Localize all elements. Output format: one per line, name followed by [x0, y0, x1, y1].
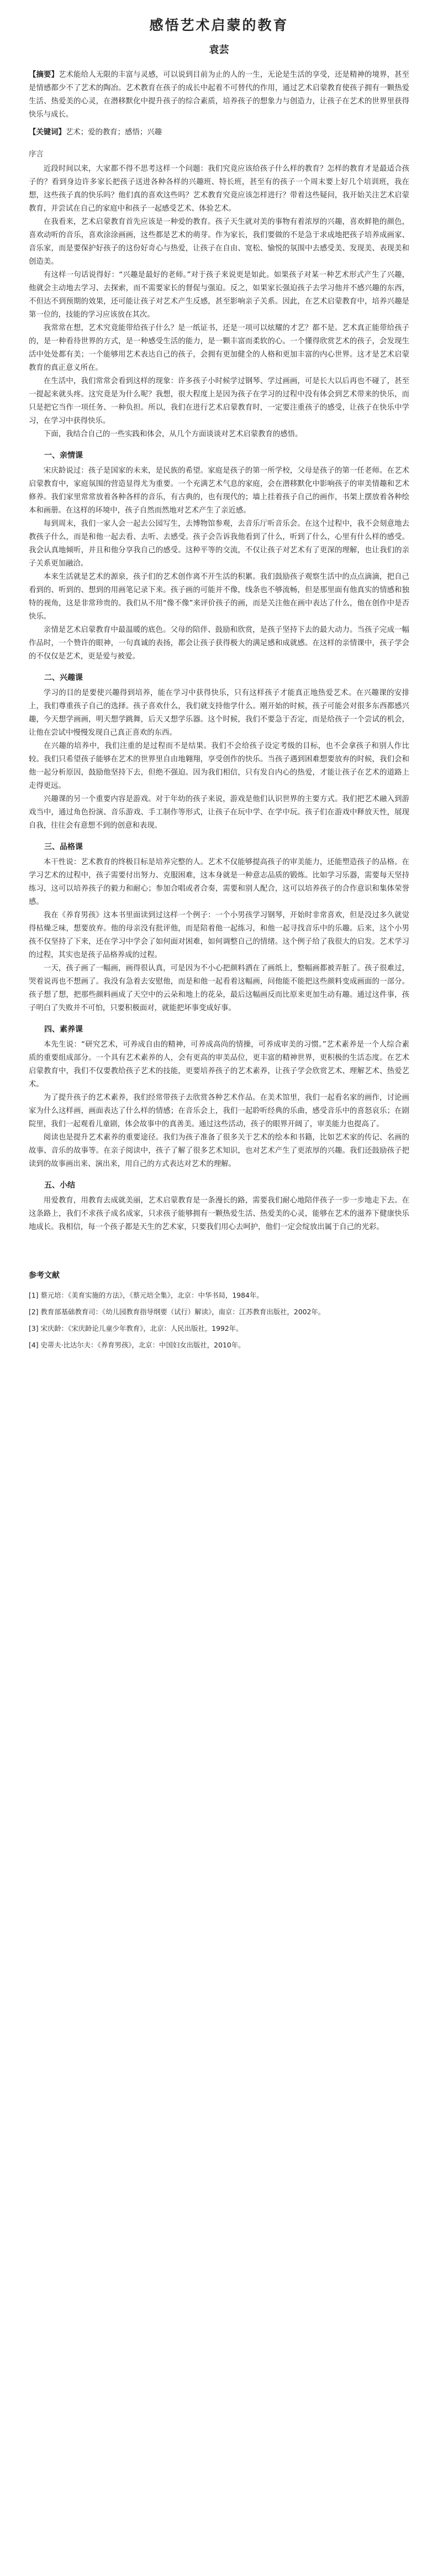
keywords	[29, 126, 409, 139]
keywords-text: 艺术；爱的教育；感悟；兴趣	[65, 128, 162, 137]
reference-item: [2] 教育部基础教育司：《幼儿园教育指导纲要（试行）解读》，南京：江苏教育出版社，2002年。	[29, 1308, 325, 1316]
section-paragraph: 学习的目的是要使兴趣得到培养，能在学习中获得快乐，只有这样孩子才能真正地热爱艺术。在兴趣课的安排上，我们尊重孩子自己的选择。孩子喜欢什么，我们就支持他学什么。刚开始的时候，孩子可能会对很多东西都感兴趣，今天想学画画，明天想学跳舞，后天又想学乐器。这个时候，我们不要急于否定，而是给孩子一个尝试的机会，让他在尝试中慢慢发现自己真正喜欢的东西。	[29, 689, 409, 737]
abstract	[29, 69, 409, 122]
section	[29, 840, 409, 1015]
section-paragraph: 一天，孩子画了一幅画，画得很认真，可是因为不小心把颜料洒在了画纸上，整幅画都被弄脏了。孩子很难过，哭着说再也不想画了。我没有急着去安慰他，而是和他一起看着这幅画，问他能不能把这些颜料变成画面的一部分。孩子想了想，把那些颜料画成了天空中的云朵和地上的花朵，最后这幅画反而比原来更加生动有趣。通过这件事，孩子明白了失败并不可怕，只要积极面对，就能把坏事变成好事。	[29, 964, 409, 1012]
section-paragraph: 我在《养育男孩》这本书里面读到过这样一个例子：一个小男孩学习钢琴，开始时非常喜欢，但是没过多久就觉得枯燥乏味，想要放弃。他的母亲没有批评他，而是陪着他一起练习，和他一起寻找音乐中的乐趣。后来，这个小男孩不仅坚持了下来，还在学习中学会了如何面对困难，如何调整自己的情绪。这个例子给了我很大的启发。艺术学习的过程，其实也是孩子品格养成的过程。	[29, 911, 409, 959]
section-paragraph: 本先生说：“研究艺术，可养成自由的精神，可养成高尚的情操，可养成审美的习惯。”艺术素养是一个人综合素质的重要组成部分。一个具有艺术素养的人，会有更高的审美品位，更丰富的精神世界，更积极的生活态度。在艺术启蒙教育中，我们不仅要教给孩子艺术的技能，更要培养孩子的艺术素养，让孩子学会欣赏艺术、理解艺术、热爱艺术。	[29, 1041, 409, 1089]
section-paragraph: 用爱教育，用教育去成就美丽，艺术启蒙教育是一条漫长的路，需要我们耐心地陪伴孩子一步一步地走下去。在这条路上，我们不求孩子成名成家，只求孩子能够拥有一颗热爱生活、热爱美的心灵，能够在艺术的滋养下健康快乐地成长。我相信，每一个孩子都是天生的艺术家，只要我们用心去呵护，他们一定会绽放出属于自己的光彩。	[29, 1196, 409, 1231]
document-title: 感悟艺术启蒙的教育	[149, 17, 289, 33]
preface-paragraph: 在我看来，艺术启蒙教育首先应该是一种爱的教育。孩子天生就对美的事物有着浓厚的兴趣，喜欢鲜艳的颜色，喜欢动听的音乐，喜欢涂涂画画，这些都是艺术的萌芽。作为家长，我们要做的不是急于求成地把孩子培养成画家、音乐家，而是要保护好孩子的这份好奇心与热爱，让孩子在自由、宽松、愉悦的氛围中去感受美、发现美、表现美和创造美。	[29, 218, 409, 266]
section	[29, 671, 409, 833]
references-list	[29, 1290, 409, 1350]
section-paragraph: 宋庆龄说过：孩子是国家的未来，是民族的希望。家庭是孩子的第一所学校，父母是孩子的第一任老师。在艺术启蒙教育中，家庭氛围的营造显得尤为重要。一个充满艺术气息的家庭，会在潜移默化中影响孩子的审美情趣和艺术修养。我们家里常常放着各种各样的音乐，有古典的，也有现代的；墙上挂着孩子自己的画作，书架上摆放着各种绘本和画册。在这样的环境中，孩子自然而然地对艺术产生了亲近感。	[29, 467, 409, 515]
reference-item: [1] 蔡元培：《美育实施的方法》，《蔡元培全集》，北京：中华书局，1984年。	[29, 1291, 263, 1299]
reference-item: [3] 宋庆龄：《宋庆龄论儿童少年教育》，北京：人民出版社，1992年。	[29, 1324, 243, 1333]
references-heading: 参考文献	[29, 1271, 60, 1280]
preface-heading: 序言	[29, 150, 44, 159]
section-heading: 三、品格课	[44, 843, 83, 851]
reference-item: [4] 史蒂夫·比达尔夫：《养育男孩》，北京：中国妇女出版社，2010年。	[29, 1341, 245, 1349]
section	[29, 449, 409, 663]
preface-paragraph: 在生活中，我们常常会看到这样的现象：许多孩子小时候学过钢琴、学过画画，可是长大以后再也不碰了，甚至一提起来就头疼。这究竟是为什么呢？我想，很大程度上是因为孩子在学习的过程中没有体会到艺术带来的快乐，而只是把它当作一项任务、一种负担。所以，我们在进行艺术启蒙教育时，一定要注重孩子的感受，让孩子在快乐中学习，在学习中获得快乐。	[29, 377, 409, 425]
section-paragraph: 兴趣课的另一个重要内容是游戏。对于年幼的孩子来说，游戏是他们认识世界的主要方式。我们把艺术融入到游戏当中，通过角色扮演、音乐游戏、手工制作等形式，让孩子在玩中学、在学中玩。孩子们在游戏中释放天性，展现自我，往往会有意想不到的创意和表现。	[29, 795, 409, 830]
section-paragraph: 每到周末，我们一家人会一起去公园写生，去博物馆参观，去音乐厅听音乐会。在这个过程中，我不会刻意地去教孩子什么，而是和他一起去看、去听、去感受。孩子会告诉我他看到了什么，听到了什么，心里有什么样的感受。我会认真地倾听，并且和他分享我自己的感受。这种平等的交流，不仅让孩子对艺术有了更深的理解，也让我们的亲子关系更加融洽。	[29, 520, 409, 568]
section-paragraph: 本来生活就是艺术的源泉，孩子们的艺术创作离不开生活的积累。我们鼓励孩子观察生活中的点点滴滴，把自己看到的、听到的、想到的用画笔记录下来。孩子画的可能并不像，线条也不够流畅，但是那里面有他真实的情感和独特的视角，这是非常珍贵的。我们从不用“像不像”来评价孩子的画，而是关注他在画中表达了什么，他在创作中是否快乐。	[29, 573, 409, 621]
preface-body	[29, 163, 409, 441]
section-paragraph: 本干性说：艺术教育的终极目标是培养完整的人。艺术不仅能够提高孩子的审美能力，还能塑造孩子的品格。在学习艺术的过程中，孩子需要付出努力、克服困难，这本身就是一种意志品质的锻炼。比如学习乐器，需要每天坚持练习，这可以培养孩子的毅力和耐心；参加合唱或者合奏，需要和别人配合，这可以培养孩子的合作意识和集体荣誉感。	[29, 858, 409, 906]
section	[29, 1023, 409, 1171]
preface-paragraph: 近段时间以来，大家都不得不思考这样一个问题：我们究竟应该给孩子什么样的教育？怎样的教育才是最适合孩子的？看到身边许多家长把孩子送进各种各样的兴趣班、特长班，甚至有的孩子一个周末要上好几个培训班，我在想，这些孩子真的快乐吗？他们真的喜欢这些吗？艺术教育究竟应该怎样进行？带着这些疑问，我开始关注艺术启蒙教育，并尝试在自己的家庭中和孩子一起感受艺术、体验艺术。	[29, 165, 409, 213]
keywords-label: 【关键词】	[29, 128, 66, 137]
preface-paragraph: 有这样一句话说得好：“兴趣是最好的老师。”对于孩子来说更是如此。如果孩子对某一种艺术形式产生了兴趣，他就会主动地去学习、去探索，而不需要家长的督促与强迫。反之，如果家长强迫孩子去学习他并不感兴趣的东西，不但达不到预期的效果，还可能让孩子对艺术产生反感，甚至影响亲子关系。因此，在艺术启蒙教育中，培养兴趣是第一位的，技能的学习应该放在其次。	[29, 271, 409, 319]
abstract-label: 【摘要】	[29, 71, 59, 79]
document-author: 袁芸	[209, 44, 229, 56]
preface-paragraph: 下面，我结合自己的一些实践和体会，从几个方面谈谈对艺术启蒙教育的感悟。	[43, 430, 303, 438]
section-paragraph: 在兴趣的培养中，我们注重的是过程而不是结果。我们不会给孩子设定考级的目标，也不会拿孩子和别人作比较。我们只希望孩子能够在艺术的世界里自由地翱翔，享受创作的快乐。当孩子遇到困难想要放弃的时候，我们会和他一起分析原因，鼓励他坚持下去，但绝不强迫。因为我们相信，只有发自内心的热爱，才能让孩子在艺术的道路上走得更远。	[29, 742, 409, 790]
section-paragraph: 亲情是艺术启蒙教育中最温暖的底色。父母的陪伴、鼓励和欣赏，是孩子坚持下去的最大动力。当孩子完成一幅作品时，一个赞许的眼神，一句真诚的表扬，都会让孩子获得极大的满足感和成就感。在这样的亲情课中，孩子学会的不仅仅是艺术，更是爱与被爱。	[29, 626, 409, 661]
section-heading: 五、小结	[44, 1181, 75, 1190]
section-heading: 二、兴趣课	[44, 673, 83, 682]
section-heading: 四、素养课	[44, 1025, 83, 1034]
preface-paragraph: 我常常在想，艺术究竟能带给孩子什么？是一纸证书，还是一项可以炫耀的才艺？都不是。艺术真正能带给孩子的，是一种看待世界的方式，是一种感受生活的能力，是一颗丰富而柔软的心。一个懂得欣赏艺术的孩子，会发现生活中处处都有美；一个能够用艺术表达自己的孩子，会拥有更加健全的人格和更加丰富的内心世界。这才是艺术启蒙教育的真正意义所在。	[29, 324, 409, 372]
section-heading: 一、亲情课	[44, 451, 83, 460]
section	[29, 1179, 409, 1234]
section-paragraph: 为了提升孩子的艺术素养，我们经常带孩子去欣赏各种艺术作品。在美术馆里，我们一起看名家的画作，讨论画家为什么这样画，画面表达了什么样的情感；在音乐会上，我们一起聆听经典的乐曲，感受音乐中的喜怒哀乐；在剧院里，我们一起观看儿童剧，体会故事中的真善美。通过这些活动，孩子的眼界开阔了，审美能力也提高了。	[29, 1094, 409, 1128]
section-paragraph: 阅读也是提升艺术素养的重要途径。我们为孩子准备了很多关于艺术的绘本和书籍，比如艺术家的传记、名画的故事、音乐的故事等。在亲子阅读中，孩子了解了很多艺术知识，也对艺术产生了更浓厚的兴趣。我们还鼓励孩子把读到的故事画出来、演出来，用自己的方式表达对艺术的理解。	[29, 1133, 409, 1168]
abstract-text: 艺术能给人无限的丰富与灵感，可以说到目前为止的人的一生，无论是生活的享受，还是精神的境界，甚至是情感都少不了艺术的陶冶。艺术教育在孩子的成长中起着不可替代的作用，通过艺术启蒙教育使孩子拥有一颗热爱生活、热爱美的心灵，在潜移默化中提升孩子的综合素质，培养孩子的想象力与创造力，让孩子在艺术的世界里获得快乐与成长。	[29, 71, 410, 119]
